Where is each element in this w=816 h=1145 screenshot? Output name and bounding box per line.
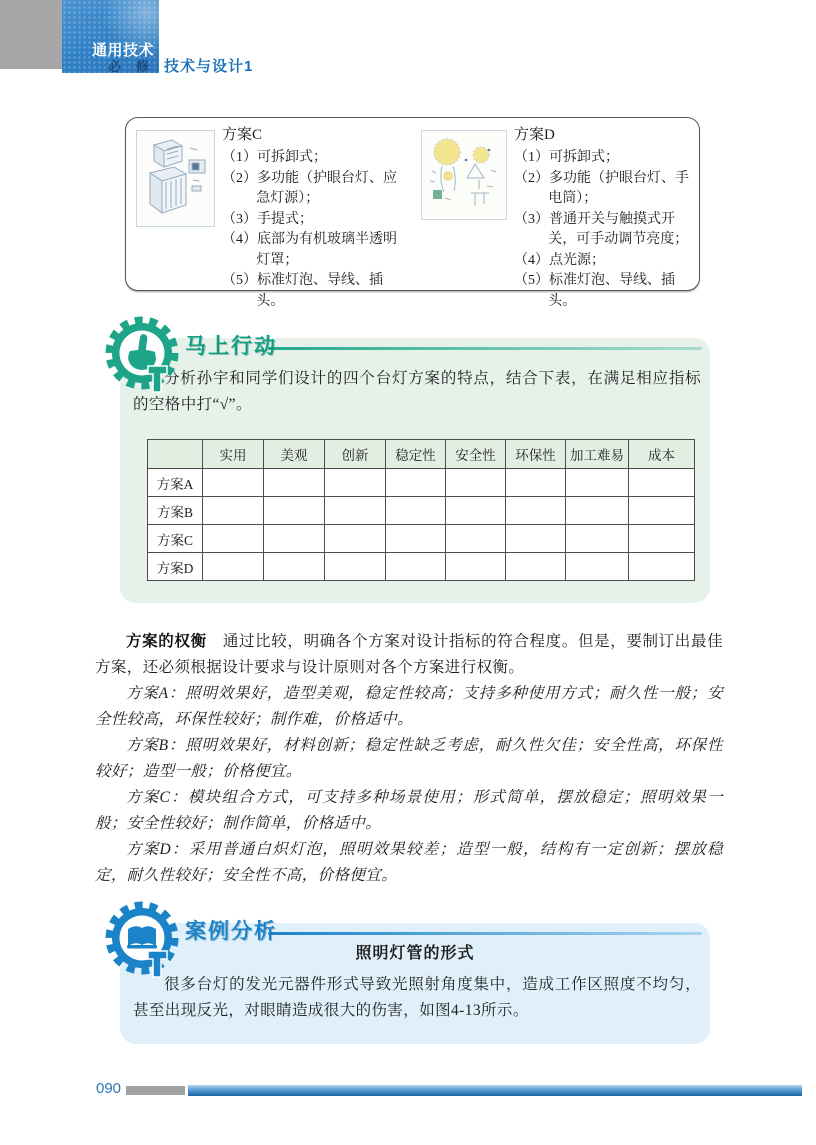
checkbox-cell [386, 525, 446, 553]
checkbox-cell [446, 525, 506, 553]
footer-gray-bar [126, 1086, 185, 1095]
checkbox-cell [325, 553, 386, 581]
plan-c-item: （1）可拆卸式； [222, 150, 327, 165]
checkbox-cell [629, 469, 695, 497]
checkbox-cell [446, 553, 506, 581]
weigh-plan-a: 方案A：照明效果好，造型美观，稳定性较高；支持多种使用方式；耐久性一般；安全性较高，环保性较好；制作难，价格适中。 [95, 685, 723, 728]
criteria-header-cell: 美观 [264, 440, 325, 469]
plan-d-panel [514, 124, 702, 312]
action-section-label: 马上行动 [185, 335, 277, 358]
plan-d-item: （4）点光源； [514, 252, 605, 268]
checkbox-cell [446, 469, 506, 497]
plan-d-item: （1）可拆卸式； [514, 150, 619, 165]
plans-box [125, 117, 700, 309]
plan-d-item: （2）多功能（护眼台灯、手电筒）； [514, 170, 689, 206]
criteria-header-cell: 环保性 [506, 440, 566, 469]
criteria-header-cell: 成本 [629, 440, 695, 469]
weigh-lead-text: 通过比较，明确各个方案对设计指标的符合程度。但是，要制订出最佳方案，还必须根据设计要求与设计原则对各个方案进行权衡。 [95, 633, 723, 676]
checkbox-cell [506, 469, 566, 497]
weigh-plan-d: 方案D：采用普通白炽灯泡，照明效果较差；造型一般，结构有一定创新；摆放稳定，耐久性较好；安全性不高，价格便宜。 [95, 841, 723, 884]
header-gray-block [0, 0, 62, 69]
checkbox-cell [264, 525, 325, 553]
footer-blue-bar [188, 1085, 802, 1096]
case-title: 照明灯管的形式 [355, 945, 475, 962]
case-underline [268, 932, 702, 935]
checkbox-cell [203, 525, 264, 553]
plan-c-item: （5）标准灯泡、导线、插头。 [222, 273, 383, 309]
checkbox-cell [566, 525, 629, 553]
weigh-lead-heading: 方案的权衡 [126, 633, 207, 650]
plan-row-label: 方案A [148, 469, 203, 497]
plan-c-panel [222, 124, 410, 312]
action-box [120, 338, 710, 603]
plan-c-sketch-image [136, 130, 215, 227]
case-section-label: 案例分析 [185, 920, 277, 943]
weigh-section [95, 629, 723, 889]
plan-d-sketch-image [421, 130, 507, 220]
course-title: 通用技术 [91, 42, 154, 59]
criteria-table [147, 439, 695, 581]
checkbox-cell [506, 553, 566, 581]
weigh-plan-c: 方案C：模块组合方式，可支持多种场景使用；形式简单，摆放稳定；照明效果一般；安全性较好；制作简单，价格适中。 [95, 789, 723, 832]
book-title: 技术与设计1 [164, 58, 254, 75]
plan-c-item: （2）多功能（护眼台灯、应急灯源）； [222, 170, 397, 206]
criteria-header-cell: 稳定性 [386, 440, 446, 469]
criteria-header-cell [148, 440, 203, 469]
criteria-header-cell: 加工难易 [566, 440, 629, 469]
checkbox-cell [325, 525, 386, 553]
checkbox-cell [506, 497, 566, 525]
checkbox-cell [629, 497, 695, 525]
checkbox-cell [386, 497, 446, 525]
checkbox-cell [566, 469, 629, 497]
checkbox-cell [203, 497, 264, 525]
hand-pointing-gear-icon [103, 314, 185, 404]
action-intro-text: 分析孙宇和同学们设计的四个台灯方案的特点，结合下表，在满足相应指标的空格中打“√”。 [133, 370, 701, 413]
criteria-header-cell: 安全性 [446, 440, 506, 469]
plan-c-item: （3）手提式； [222, 211, 313, 227]
checkbox-cell [386, 553, 446, 581]
checkbox-cell [203, 553, 264, 581]
checkbox-cell [264, 497, 325, 525]
checkbox-cell [325, 469, 386, 497]
page-number: 090 [96, 1080, 122, 1097]
checkbox-cell [629, 553, 695, 581]
weigh-plan-b: 方案B：照明效果好，材料创新；稳定性缺乏考虑，耐久性欠佳；安全性高，环保性较好；造型一般；价格便宜。 [95, 737, 723, 780]
plan-row-label: 方案D [148, 553, 203, 581]
table-row [148, 525, 695, 553]
checkbox-cell [446, 497, 506, 525]
table-row [148, 497, 695, 525]
header-blue-block [62, 0, 159, 73]
checkbox-cell [203, 469, 264, 497]
table-row [148, 469, 695, 497]
checkbox-cell [264, 553, 325, 581]
plan-c-item: （4）底部为有机玻璃半透明灯罩； [222, 232, 397, 268]
case-body-text: 很多台灯的发光元器件形式导致光照射角度集中，造成工作区照度不均匀，甚至出现反光，对眼睛造成很大的伤害，如图4-13所示。 [133, 976, 701, 1019]
checkbox-cell [566, 553, 629, 581]
course-level: 必 修 [107, 59, 150, 74]
checkbox-cell [629, 525, 695, 553]
plan-c-title: 方案C [222, 127, 263, 143]
table-row [148, 553, 695, 581]
weigh-lead-paragraph [95, 629, 723, 681]
plan-row-label: 方案C [148, 525, 203, 553]
criteria-header-cell: 创新 [325, 440, 386, 469]
checkbox-cell [506, 525, 566, 553]
plan-d-item: （5）标准灯泡、导线、插头。 [514, 273, 675, 309]
checkbox-cell [264, 469, 325, 497]
book-gear-icon [103, 899, 185, 989]
plan-d-title: 方案D [514, 127, 555, 143]
action-underline [268, 347, 702, 350]
checkbox-cell [325, 497, 386, 525]
checkbox-cell [386, 469, 446, 497]
plan-d-item: （3）普通开关与触摸式开关，可手动调节亮度； [514, 211, 689, 247]
checkbox-cell [566, 497, 629, 525]
criteria-header-cell: 实用 [203, 440, 264, 469]
criteria-header-row [148, 440, 695, 469]
plan-row-label: 方案B [148, 497, 203, 525]
